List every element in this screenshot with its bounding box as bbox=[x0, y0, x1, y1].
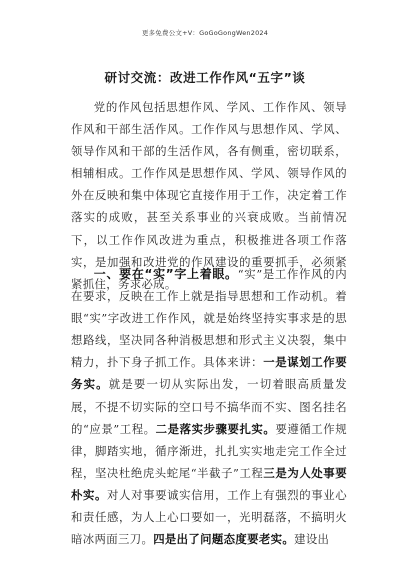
header-note: 更多免费公文+V：GoGoGongWen2024 bbox=[141, 29, 269, 37]
point-two-text: 要遵循工作规律，脚踏实地，循序渐进，扎扎实实地走完工作全过程，坚决杜绝虎头蛇尾“半截子”工程 bbox=[71, 421, 347, 480]
point-three-heading: 三是为人处事要朴实。 bbox=[71, 465, 347, 502]
point-one-text: 就是要一切从实际出发，一切着眼高质量发展，不提不切实际的空口号不搞华而不实、图名挂名的“应景”工程。 bbox=[71, 377, 347, 436]
paragraph-section-one bbox=[71, 263, 347, 550]
point-four-text: 建设出 bbox=[294, 532, 330, 547]
point-three-text: 对人对事要诚实信用，工作上有强烈的事业心和责任感，为人上心口要如一，光明磊落，不搞明火暗冰两面三刀。 bbox=[71, 487, 347, 547]
section-intro-text: “实”是工作作风的内在要求，反映在工作上就是指导思想和工作动机。着眼“实”字改进工作作风，就是始终坚持实事求是的思想路线，坚决同各种消极思想和形式主义决裂，集中精力，扑下身子抓工作。具体来讲： bbox=[71, 267, 347, 370]
point-four-heading: 四是出了问题态度要老实。 bbox=[153, 532, 295, 547]
section-heading: 一、要在“实”字上着眼。 bbox=[93, 267, 238, 281]
point-two-heading: 二是落实步骤要扎实。 bbox=[155, 421, 276, 436]
paragraph-intro: 党的作风包括思想作风、学风、工作作风、领导作风和干部生活作风。工作作风与思想作风、学风、领导作风和干部的生活作风，各有侧重，密切联系，相辅相成。工作作风是思想作风、学风、领导作风的外在反映和集中体现它直接作用于工作，决定着工作落实的成败，甚至关系事业的兴衰成败。当前情况下，以工作作风改进为重点，积极推进各项工作落实，是加强和改进党的作风建设的重要抓手，必须紧紧抓住，务求必成。 bbox=[71, 100, 347, 291]
document-title: 研讨交流：改进工作作风“五字”谈 bbox=[104, 70, 306, 85]
point-one-heading: 一是谋划工作要务实。 bbox=[71, 355, 347, 392]
